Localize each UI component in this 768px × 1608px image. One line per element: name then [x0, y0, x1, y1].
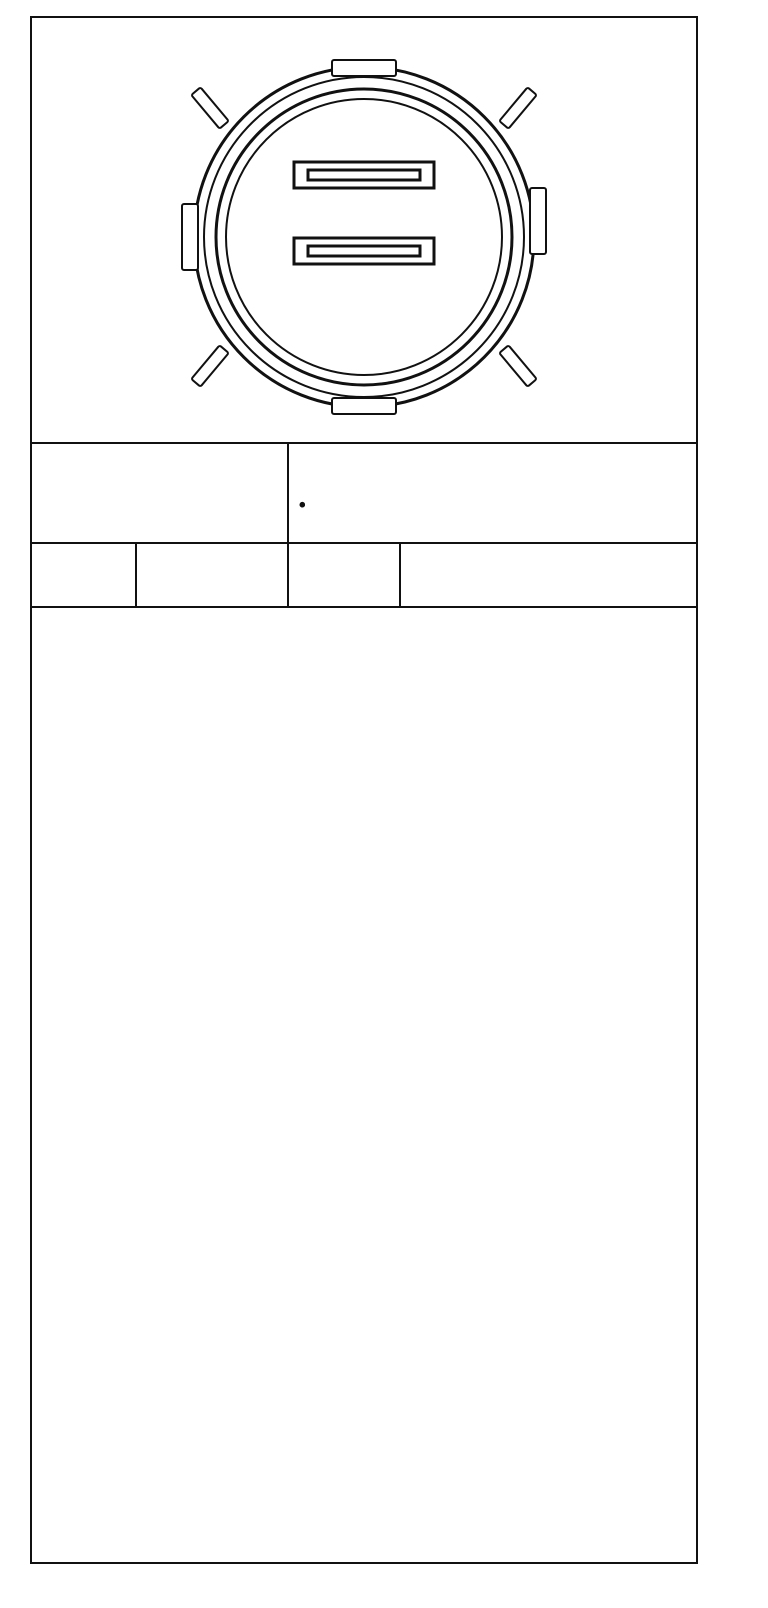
connector-sheet: [30, 16, 698, 1564]
header-function: [400, 543, 696, 607]
connector-info-row: [32, 442, 696, 543]
header-circuit: [288, 543, 400, 607]
connector-info-label: [32, 442, 288, 543]
connector-face-diagram: [32, 18, 696, 444]
header-pin: [32, 543, 136, 607]
header-wire-color: [136, 543, 288, 607]
connector-info-values: [288, 442, 696, 543]
pinout-table: [32, 442, 696, 608]
connector-face-drawing: [32, 18, 696, 442]
table-header-row: [32, 543, 696, 607]
